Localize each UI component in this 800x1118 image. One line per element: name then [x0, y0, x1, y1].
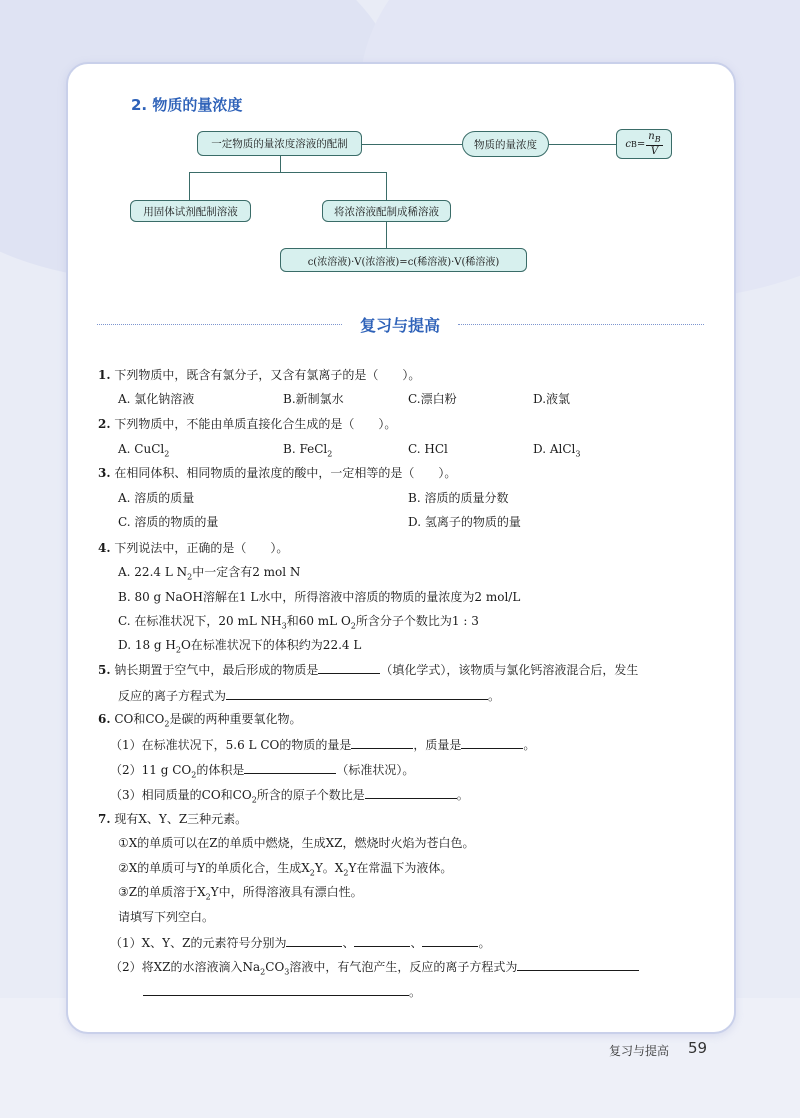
condition-3: ③Z的单质溶于$X_2Y$中，所得溶液具有漂白性。 [118, 885, 363, 902]
footer-section-label: 复习与提高 [609, 1044, 670, 1058]
connector [280, 156, 281, 172]
connector [386, 222, 387, 248]
formula-fraction [646, 131, 662, 157]
option: B. 80 g NaOH溶解在1 L水中，所得溶液中溶质的物质的量浓度为2 mol/L [118, 590, 521, 604]
answer-blank[interactable] [286, 934, 342, 947]
separator: 、 [410, 936, 423, 950]
question-number: 1. [98, 368, 111, 382]
question-stem: 下列物质中，既含有氯分子，又含有氯离子的是（ ）。 [114, 368, 421, 382]
option: C.漂白粉 [408, 392, 457, 406]
formula-lhs-sub: B [630, 139, 637, 149]
question-7-part-2-cont: 。 [143, 983, 421, 1000]
option: B.新制氯水 [283, 392, 344, 406]
question-7: 7. 现有X、Y、Z三种元素。 [98, 812, 248, 826]
option: C. 溶质的物质的量 [118, 515, 219, 529]
formula-eq: = [636, 138, 646, 150]
box-solid-reagent: 用固体试剂配制溶液 [130, 200, 251, 222]
box-dilution: 将浓溶液配制成稀溶液 [322, 200, 451, 222]
question-2 [98, 416, 396, 432]
formula-den: V [650, 146, 659, 157]
question-6-part-2: （2）11 g $CO_2$的体积是 （标准状况）。 [110, 763, 415, 780]
question-number: 6. [98, 712, 111, 726]
answer-blank[interactable] [351, 736, 413, 749]
page-number: 59 [688, 1039, 708, 1057]
question-4 [98, 540, 288, 556]
question-stem: 下列说法中，正确的是（ ）。 [114, 541, 289, 555]
option: A. 22.4 L $N_2$中一定含有2 mol N [118, 565, 301, 582]
question-number: 4. [98, 541, 111, 555]
formula-lhs: c [625, 138, 631, 150]
fill-instruction: 请填写下列空白。 [118, 910, 215, 924]
question-3 [98, 465, 456, 481]
question-stem: 在相同体积、相同物质的量浓度的酸中，一定相等的是（ ）。 [114, 466, 457, 480]
box-concentration-formula [616, 129, 672, 159]
question-stem: 下列物质中，不能由单质直接化合生成的是（ ）。 [114, 417, 397, 431]
option: C. HCl [408, 442, 448, 456]
connector [189, 172, 190, 200]
option: A. 溶质的质量 [118, 491, 195, 505]
review-title: 复习与提高 [359, 316, 440, 335]
answer-blank[interactable] [365, 786, 457, 799]
question-7-part-2: （2）将XZ的水溶液滴入$Na_2CO_3$溶液中，有气泡产生，反应的离子方程式为 [110, 958, 639, 980]
question-number: 2. [98, 417, 111, 431]
box-dilution-formula: c(浓溶液)·V(浓溶液)=c(稀溶液)·V(稀溶液) [280, 248, 527, 272]
answer-blank[interactable] [422, 934, 478, 947]
option: D. 18 g $H_2O$在标准状况下的体积约为22.4 L [118, 638, 362, 655]
answer-blank[interactable] [517, 958, 639, 971]
answer-blank[interactable] [461, 736, 523, 749]
question-number: 5. [98, 663, 111, 677]
option: D. 氢离子的物质的量 [408, 515, 521, 529]
box-solution-preparation: 一定物质的量浓度溶液的配制 [197, 131, 362, 156]
question-1 [98, 367, 420, 383]
answer-blank[interactable] [354, 934, 410, 947]
condition-1: ①X的单质可以在Z的单质中燃烧，生成XZ，燃烧时火焰为苍白色。 [118, 836, 475, 850]
divider-right [458, 324, 704, 325]
divider-left [97, 324, 342, 325]
question-6-part-1: （1）在标准状况下，5.6 L CO的物质的量是 ，质量是 。 [110, 738, 536, 752]
question-number: 7. [98, 812, 111, 826]
connector [362, 144, 462, 145]
option: B. FeCl$_2$ [283, 442, 333, 459]
connector [386, 172, 387, 200]
formula-num: n [648, 131, 655, 142]
question-number: 3. [98, 466, 111, 480]
option: D.液氯 [533, 392, 571, 406]
answer-blank[interactable] [244, 761, 336, 774]
option: A. 氯化钠溶液 [118, 392, 195, 406]
question-6: 6. CO和$CO_2$是碳的两种重要氧化物。 [98, 712, 302, 729]
question-5-line2: 反应的离子方程式为 。 [118, 689, 501, 703]
question-6-part-3: （3）相同质量的CO和$CO_2$所含的原子个数比是 。 [110, 788, 469, 805]
question-5: 5. 钠长期置于空气中，最后形成的物质是 （填化学式），该物质与氯化钙溶液混合后，发生 [98, 663, 639, 677]
connector [189, 172, 387, 173]
answer-blank[interactable] [318, 661, 380, 674]
option: A. CuCl$_2$ [118, 442, 170, 459]
box-molar-concentration: 物质的量浓度 [462, 131, 549, 157]
option: D. AlCl$_3$ [533, 442, 581, 459]
answer-blank[interactable] [143, 983, 409, 996]
question-7-part-1: （1）X、Y、Z的元素符号分别为 、 、 。 [110, 936, 491, 950]
formula-num-sub: B [654, 135, 661, 144]
option: B. 溶质的质量分数 [408, 491, 509, 505]
option: C. 在标准状况下，20 mL $NH_3$和60 mL $O_2$所含分子个数比为1 : 3 [118, 614, 479, 631]
section-title: 2. 物质的量浓度 [131, 96, 243, 114]
answer-blank[interactable] [226, 687, 488, 700]
condition-2: ②X的单质可与Y的单质化合，生成$X_2Y$。$X_2Y$在常温下为液体。 [118, 861, 453, 878]
connector [549, 144, 616, 145]
